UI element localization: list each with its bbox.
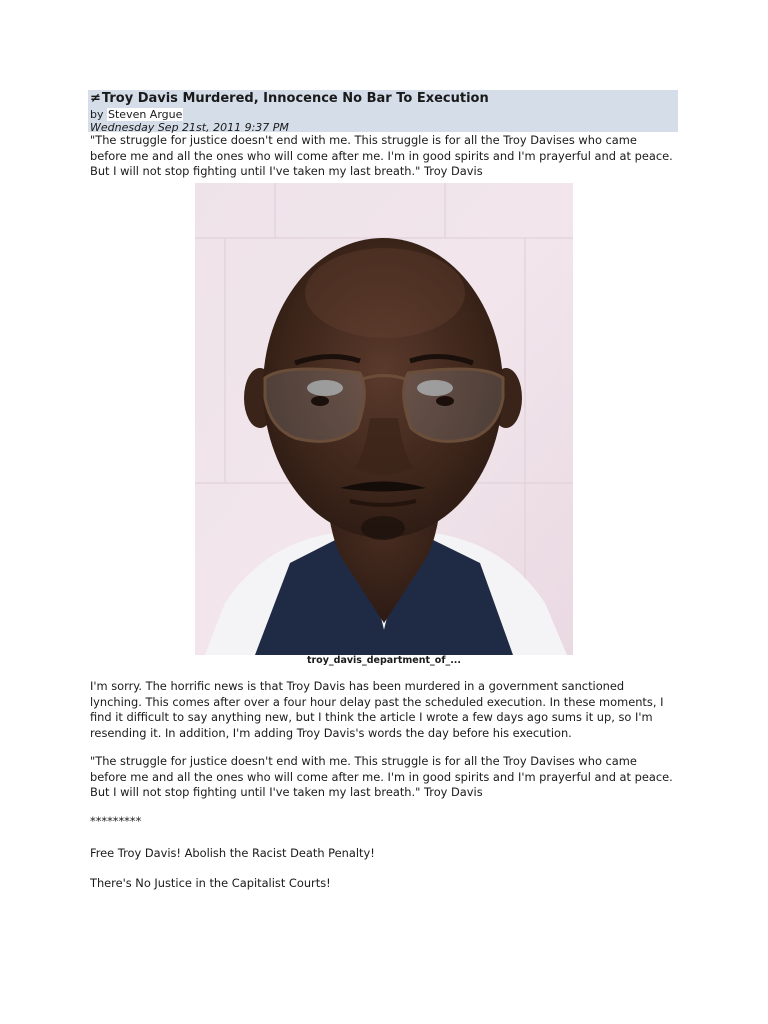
article-title-text: Troy Davis Murdered, Innocence No Bar To Execution [101, 91, 489, 106]
photo-caption: troy_davis_department_of_... [306, 655, 462, 666]
article-title [90, 91, 489, 106]
mugshot-photo [195, 183, 573, 655]
article-byline [90, 108, 183, 121]
body-line: resending it. In addition, I'm adding Troy Davis's words the day before his execution. [90, 725, 572, 740]
body-paragraph [90, 679, 690, 741]
not-equal-icon: ≠ [90, 91, 101, 106]
quote-line: But I will not stop fighting until I've taken my last breath." Troy Davis [90, 785, 483, 799]
author-name: Steven Argue [108, 108, 183, 121]
repeated-quote [90, 754, 690, 801]
quote-line: before me and all the ones who will come after me. I'm in good spirits and I'm prayerful and at peace. [90, 769, 673, 784]
article-date: Wednesday Sep 21st, 2011 9:37 PM [90, 121, 289, 134]
quote-line: before me and all the ones who will come after me. I'm in good spirits and I'm prayerful and at peace. [90, 148, 673, 163]
separator: ********* [90, 814, 142, 828]
body-line: I'm sorry. The horrific news is that Troy Davis has been murdered in a government sanctioned [90, 679, 625, 693]
quote-line: "The struggle for justice doesn't end with me. This struggle is for all the Troy Davises who came [90, 133, 637, 147]
body-line: find it difficult to say anything new, but I think the article I wrote a few days ago sums it up, so I'm [90, 710, 653, 724]
byline-prefix: by [90, 108, 107, 121]
quote-line: "The struggle for justice doesn't end with me. This struggle is for all the Troy Davises who came [90, 754, 637, 768]
slogan-no-justice: There's No Justice in the Capitalist Courts! [90, 876, 331, 890]
body-line: lynching. This comes after over a four hour delay past the scheduled execution. In these moments, I [90, 694, 664, 709]
quote-line: But I will not stop fighting until I've taken my last breath." Troy Davis [90, 164, 483, 178]
opening-quote [90, 133, 690, 180]
slogan-free-troy-davis: Free Troy Davis! Abolish the Racist Death Penalty! [90, 846, 375, 860]
